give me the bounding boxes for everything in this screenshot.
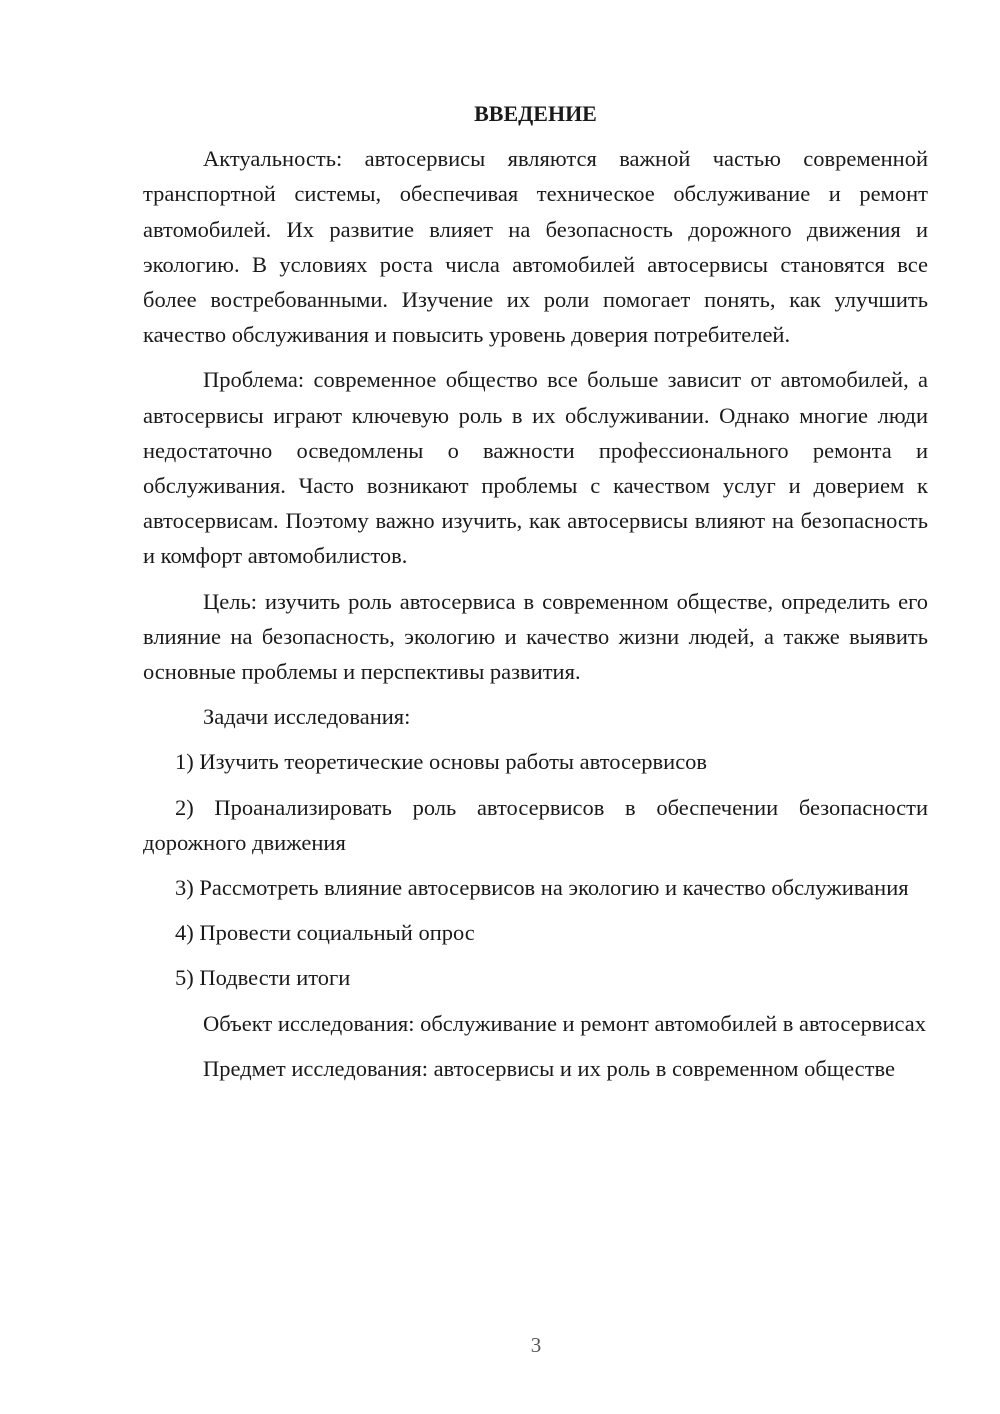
paragraph-goal: Цель: изучить роль автосервиса в современном обществе, определить его влияние на безопасность, экологию и качество жизни людей, а также выявить основные проблемы и перспективы развития.: [143, 588, 928, 685]
paragraph-relevance: Актуальность: автосервисы являются важной частью современной транспортной системы, обеспечивая техническое обслуживание и ремонт автомобилей. Их развитие влияет на безопасность дорожного движения и экологию. В условиях роста числа автомобилей автосервисы становятся все более востребованными. Изучение их роли помогает понять, как улучшить качество обслуживания и повысить уровень доверия потребителей.: [143, 146, 928, 348]
task-item-1: 1) Изучить теоретические основы работы автосервисов: [175, 749, 708, 775]
paragraph-subject: Предмет исследования: автосервисы и их роль в современном обществе: [203, 1055, 895, 1081]
tasks-intro: Задачи исследования:: [203, 704, 411, 730]
section-heading: ВВЕДЕНИЕ: [474, 101, 597, 126]
task-item-3: 3) Рассмотреть влияние автосервисов на экологию и качество обслуживания: [175, 875, 909, 901]
document-body: [143, 96, 928, 1096]
task-item-5: 5) Подвести итоги: [175, 965, 351, 991]
task-item-2: 2) Проанализировать роль автосервисов в обеспечении безопасности дорожного движения: [143, 794, 928, 855]
task-item-4: 4) Провести социальный опрос: [175, 920, 475, 946]
paragraph-problem: Проблема: современное общество все больше зависит от автомобилей, а автосервисы играют ключевую роль в их обслуживании. Однако многие люди недостаточно осведомлены о важности профессионального ремонта и обслуживания. Часто возникают проблемы с качеством услуг и доверием к автосервисам. Поэтому важно изучить, как автосервисы влияют на безопасность и комфорт автомобилистов.: [143, 367, 928, 569]
page-number: 3: [530, 1333, 542, 1357]
paragraph-object: Объект исследования: обслуживание и ремонт автомобилей в автосервисах: [203, 1010, 927, 1036]
